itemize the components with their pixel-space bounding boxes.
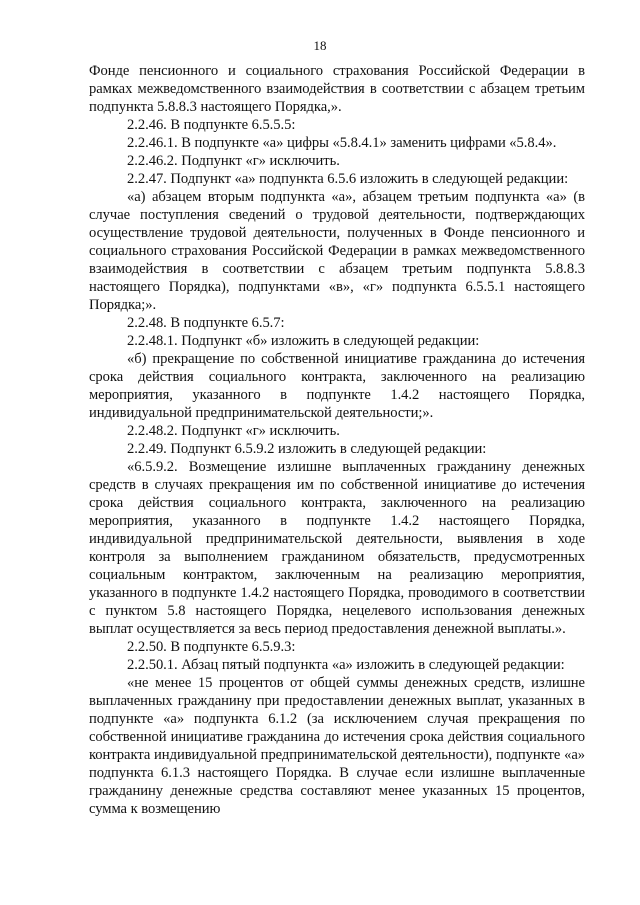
paragraph-2-2-48-1: 2.2.48.1. Подпункт «б» изложить в следующей редакции: xyxy=(127,333,480,349)
paragraph-2-2-48: 2.2.48. В подпункте 6.5.7: xyxy=(127,315,285,331)
paragraph-2-2-46-2: 2.2.46.2. Подпункт «г» исключить. xyxy=(127,153,340,169)
paragraph-2-2-50: 2.2.50. В подпункте 6.5.9.3: xyxy=(127,639,296,655)
paragraph-quote-6-5-9-2: «6.5.9.2. Возмещение излишне выплаченных гражданину денежных средств в случаях прекращения им по собственной инициативе до истечения срока действия социального контракта, заключенного на реализацию мероприятия, указанного в подпункте 1.4.2 настоящего Порядка, индивидуальной предпринимательской деятельности, выявления в ходе контроля за выполнением гражданином обязательств, предусмотренных социальным контрактом, заключенным на реализацию мероприятия, указанного в подпункте 1.4.2 настоящего Порядка, проводимого в соответствии с пунктом 5.8 настоящего Порядка, нецелевого использования денежных выплат осуществляется за весь период предоставления денежной выплаты.». xyxy=(89,459,585,637)
paragraph-2-2-50-1: 2.2.50.1. Абзац пятый подпункта «а» изложить в следующей редакции: xyxy=(127,657,565,673)
paragraph-2-2-46-1: 2.2.46.1. В подпункте «а» цифры «5.8.4.1» заменить цифрами «5.8.4». xyxy=(127,135,557,151)
paragraph-2-2-49: 2.2.49. Подпункт 6.5.9.2 изложить в следующей редакции: xyxy=(127,441,487,457)
paragraph-continuation: Фонде пенсионного и социального страхования Российской Федерации в рамках межведомственного взаимодействия в соответствии с абзацем третьим подпункта 5.8.8.3 настоящего Порядка,». xyxy=(89,63,585,115)
paragraph-quote-15-percent: «не менее 15 процентов от общей суммы денежных средств, излишне выплаченных гражданину при предоставлении денежных выплат, указанных в подпункте «а» подпункта 6.1.2 (за исключением случая прекращения по собственной инициативе гражданина до истечения срока действия социального контракта индивидуальной предпринимательской деятельности), подпункте «а» подпункта 6.1.3 настоящего Порядка. В случае если излишне выплаченные гражданину денежные средства составляют менее указанных 15 процентов, сумма к возмещению xyxy=(89,675,585,817)
page-number: 18 xyxy=(313,38,327,53)
paragraph-2-2-47: 2.2.47. Подпункт «а» подпункта 6.5.6 изложить в следующей редакции: xyxy=(127,171,569,187)
document-body xyxy=(89,62,585,818)
paragraph-2-2-48-2: 2.2.48.2. Подпункт «г» исключить. xyxy=(127,423,340,439)
paragraph-2-2-46: 2.2.46. В подпункте 6.5.5.5: xyxy=(127,117,296,133)
paragraph-quote-b: «б) прекращение по собственной инициативе гражданина до истечения срока действия социального контракта, заключенного на реализацию мероприятия, указанного в подпункте 1.4.2 настоящего Порядка, индивидуальной предпринимательской деятельности;». xyxy=(89,351,585,421)
paragraph-quote-a: «а) абзацем вторым подпункта «а», абзацем третьим подпункта «а» (в случае поступления сведений о трудовой деятельности, подтверждающих осуществление трудовой деятельности, полученных в Фонде пенсионного и социального страхования Российской Федерации в рамках межведомственного взаимодействия в соответствии с абзацем третьим подпункта 5.8.8.3 настоящего Порядка), подпунктами «в», «г» подпункта 6.5.5.1 настоящего Порядка;». xyxy=(89,189,585,313)
